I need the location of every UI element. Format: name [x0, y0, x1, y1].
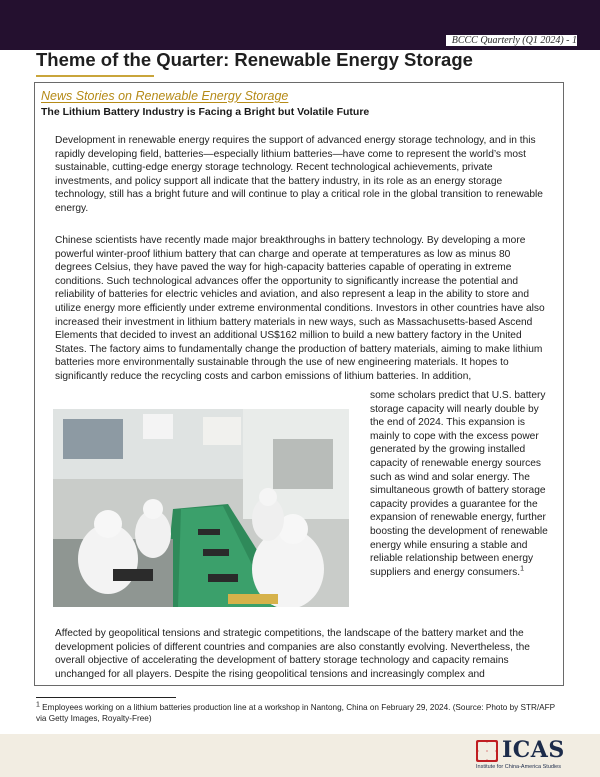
- footnote-divider: [36, 697, 176, 698]
- section-link[interactable]: News Stories on Renewable Energy Storage: [41, 89, 289, 103]
- page-title: Theme of the Quarter: Renewable Energy Storage: [36, 49, 473, 70]
- footnote-reference[interactable]: 1: [520, 565, 524, 573]
- paragraph-3: [370, 389, 550, 579]
- paragraph-4: Affected by geopolitical tensions and strategic competitions, the landscape of the battery market and the development policies of different countries and companies are also constantly evolving. Nevertheless, the overall objective of accelerating the development of battery storage technology and capacity remains unchanged for all players. Despite the rising geopolitical tensions and increasingly complex and: [55, 628, 530, 680]
- footnote: [36, 702, 556, 724]
- factory-photo: [53, 409, 349, 607]
- paragraph-3-text: some scholars predict that U.S. battery storage capacity will nearly double by the end of 2024. This expansion is mainly to cope with the excess power generated by the growing installed capacity of renewable energy sources such as wind and solar energy. The simultaneous growth of battery storage capacity provides a guarantee for the expansion of renewable energy, further boosting the development of renewable energy while ensuring a stable and reliable relationship between energy suppliers and energy consumers.: [370, 390, 548, 578]
- article-box: [34, 82, 564, 686]
- paragraph-2: Chinese scientists have recently made major breakthroughs in battery technology. By developing a more powerful winter-proof lithium battery that can charge and operate at temperatures as low as minus 80 degrees Celsius, they have paved the way for high-capacity batteries capable of operating in extreme conditions. Such technological advances offer the opportunity to significantly increase the potential and reliability of batteries for electric vehicles and aviation, and also represent a leap in the ability to store and utilize energy more efficiently under extreme environmental conditions. Investors in other countries have also increased their investment in lithium battery materials in new ways, such as Massachusetts-based Ascend Elements that decided to invest an additional US$162 million to build a new battery factory in the United States. The factory aims to fundamentally change the production of battery materials, aiming to make lithium batteries more environmentally sustainable through the use of new engineering materials. It hopes to significantly reduce the recycling costs and carbon emissions of lithium batteries. In addition,: [55, 235, 545, 382]
- logo-wordmark: ICAS: [502, 737, 565, 763]
- logo-seal-icon: [476, 740, 498, 762]
- article-heading: The Lithium Battery Industry is Facing a Bright but Volatile Future: [41, 106, 370, 118]
- title-underline: [36, 75, 154, 77]
- footnote-number: 1: [36, 701, 40, 709]
- running-header: BCCC Quarterly (Q1 2024) - 1: [446, 35, 577, 46]
- paragraph-1: Development in renewable energy requires the support of advanced energy storage technology, and in this rapidly developing field, batteries—especially lithium batteries—have come to represent the world’s most sustainable, cutting-edge energy storage technology. Recent technological achievements, private investments, and policy support all indicate that the battery industry, in its role as an energy storage technology, still has a bright future and will continue to play a critical role in the global transition to renewable energy.: [55, 135, 543, 214]
- logo-subtitle: Institute for China-America Studies: [476, 764, 561, 770]
- footnote-text: Employees working on a lithium batteries production line at a workshop in Nantong, China on February 29, 2024. (Source: Photo by STR/AFP via Getty Images, Royalty-Free): [36, 703, 555, 723]
- icas-logo: [476, 737, 576, 772]
